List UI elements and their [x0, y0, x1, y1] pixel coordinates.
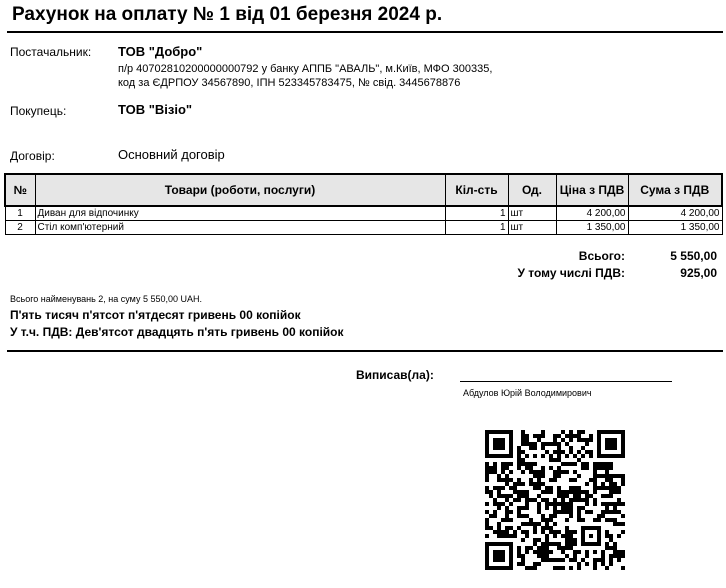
- row-num: 1: [5, 206, 35, 221]
- signed-by-label: Виписав(ла):: [356, 368, 434, 382]
- table-header-row: [5, 174, 722, 206]
- supplier-label: Постачальник:: [10, 45, 92, 59]
- buyer-label: Покупець:: [10, 104, 67, 118]
- total-label: Всього:: [578, 249, 625, 263]
- row-name: Стіл комп'ютерний: [35, 221, 445, 235]
- amount-in-words: П'ять тисяч п'ятсот п'ятдесят гривень 00 копійок: [10, 308, 301, 322]
- contract-label: Договір:: [10, 149, 55, 163]
- buyer-name: ТОВ "Візіо": [118, 102, 193, 117]
- total-value: 5 550,00: [670, 249, 717, 263]
- row-unit: шт: [508, 206, 556, 221]
- col-header-sum: Сума з ПДВ: [628, 174, 722, 206]
- row-qty: 1: [445, 206, 508, 221]
- contract-value: Основний договір: [118, 147, 225, 162]
- col-header-qty: Кіл-сть: [445, 174, 508, 206]
- col-header-num: №: [5, 174, 35, 206]
- signature-line: [460, 381, 672, 382]
- vat-label: У тому числі ПДВ:: [517, 266, 625, 280]
- col-header-goods: Товари (роботи, послуги): [35, 174, 445, 206]
- supplier-details-line2: код за ЄДРПОУ 34567890, ІПН 523345783475, № свід. 3445678876: [118, 77, 461, 89]
- table-row: [5, 206, 722, 221]
- goods-table: [4, 173, 723, 235]
- table-row: [5, 221, 722, 235]
- vat-value: 925,00: [680, 266, 717, 280]
- row-qty: 1: [445, 221, 508, 235]
- supplier-name: ТОВ "Добро": [118, 44, 203, 59]
- row-price: 4 200,00: [556, 206, 628, 221]
- row-price: 1 350,00: [556, 221, 628, 235]
- col-header-unit: Од.: [508, 174, 556, 206]
- vat-in-words: У т.ч. ПДВ: Дев'ятсот двадцять п'ять гривень 00 копійок: [10, 325, 344, 339]
- footer-divider: [7, 350, 723, 352]
- row-num: 2: [5, 221, 35, 235]
- row-unit: шт: [508, 221, 556, 235]
- row-sum: 1 350,00: [628, 221, 722, 235]
- qr-code-image: [485, 430, 625, 570]
- row-name: Диван для відпочинку: [35, 206, 445, 221]
- row-sum: 4 200,00: [628, 206, 722, 221]
- col-header-price: Ціна з ПДВ: [556, 174, 628, 206]
- signer-name: Абдулов Юрій Володимирович: [463, 388, 592, 398]
- invoice-title: Рахунок на оплату № 1 від 01 березня 2024 р.: [12, 4, 443, 25]
- supplier-details-line1: п/р 40702810200000000792 у банку АППБ "АВАЛЬ", м.Київ, МФО 300335,: [118, 63, 493, 75]
- header-divider: [7, 31, 723, 33]
- items-count-line: Всього найменувань 2, на суму 5 550,00 UAH.: [10, 294, 203, 304]
